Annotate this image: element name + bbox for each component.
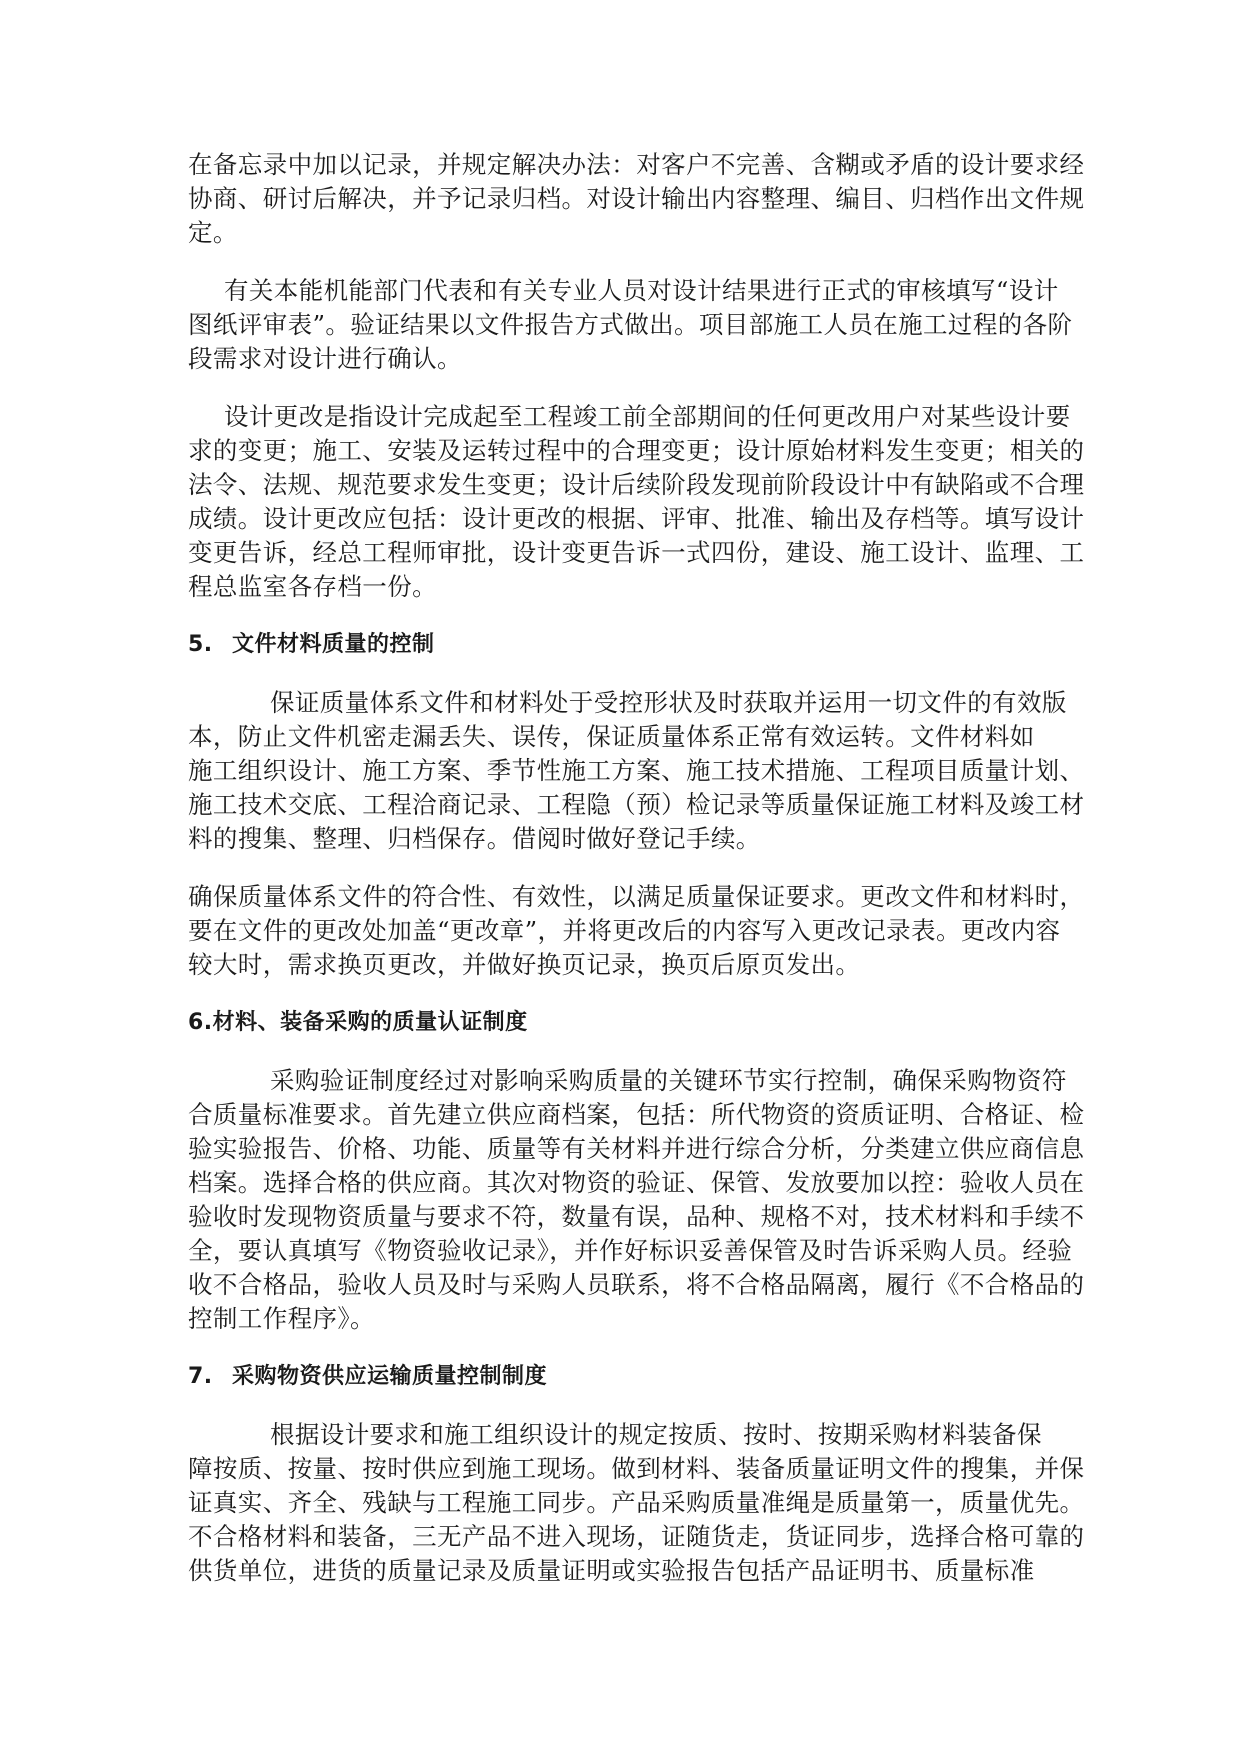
paragraph [188, 880, 1085, 982]
section-title: 文件材料质量的控制 [232, 632, 435, 657]
paragraph-line: 协商、研讨后解决，并予记录归档。对设计输出内容整理、编目、归档作出文件规 [188, 184, 1085, 213]
paragraph-gap [188, 1336, 1078, 1360]
paragraph [188, 274, 1078, 376]
paragraph-line: 本，防止文件机密走漏丢失、误传，保证质量体系正常有效运转。文件材料如 [188, 722, 1035, 751]
paragraph-gap [188, 376, 1078, 400]
paragraph-line: 要在文件的更改处加盖“更改章”，并将更改后的内容写入更改记录表。更改内容 [188, 916, 1061, 945]
paragraph-line: 定。 [188, 218, 238, 247]
paragraph-gap [188, 1394, 1078, 1418]
paragraph-line: 求的变更；施工、安装及运转过程中的合理变更；设计原始材料发生变更；相关的 [188, 436, 1085, 465]
paragraph-gap [188, 604, 1078, 628]
section-number: 6. [188, 1010, 213, 1035]
paragraph-line: 证真实、齐全、残缺与工程施工同步。产品采购质量准绳是质量第一，质量优先。 [188, 1488, 1085, 1517]
paragraph-line: 合质量标准要求。首先建立供应商档案，包括：所代物资的资质证明、合格证、检 [188, 1100, 1085, 1129]
paragraph [188, 1064, 1085, 1336]
section-title: 采购物资供应运输质量控制制度 [232, 1364, 548, 1389]
paragraph-line: 变更告诉，经总工程师审批，设计变更告诉一式四份，建设、施工设计、监理、工 [188, 538, 1085, 567]
paragraph-line: 保证质量体系文件和材料处于受控形状及时获取并运用一切文件的有效版 [270, 688, 1067, 717]
paragraph-line: 有关本能机能部门代表和有关专业人员对设计结果进行正式的审核填写“设计 [224, 276, 1059, 305]
paragraph-line: 程总监室各存档一份。 [188, 572, 437, 601]
paragraph-line: 施工组织设计、施工方案、季节性施工方案、施工技术措施、工程项目质量计划、 [188, 756, 1085, 785]
paragraph-line: 在备忘录中加以记录，并规定解决办法：对客户不完善、含糊或矛盾的设计要求经 [188, 150, 1085, 179]
paragraph [188, 148, 1085, 250]
paragraph-line: 障按质、按量、按时供应到施工现场。做到材料、装备质量证明文件的搜集，并保 [188, 1454, 1085, 1483]
paragraph-line: 采购验证制度经过对影响采购质量的关键环节实行控制，确保采购物资符 [270, 1066, 1067, 1095]
section-number: 7. [188, 1364, 213, 1389]
paragraph-line: 较大时，需求换页更改，并做好换页记录，换页后原页发出。 [188, 950, 861, 979]
paragraph-line: 根据设计要求和施工组织设计的规定按质、按时、按期采购材料装备保 [270, 1420, 1042, 1449]
paragraph [188, 1418, 1085, 1588]
paragraph-line: 施工技术交底、工程洽商记录、工程隐（预）检记录等质量保证施工材料及竣工材 [188, 790, 1085, 819]
paragraph-line: 控制工作程序》。 [188, 1304, 375, 1333]
paragraph-line: 设计更改是指设计完成起至工程竣工前全部期间的任何更改用户对某些设计要 [224, 402, 1071, 431]
paragraph-line: 料的搜集、整理、归档保存。借阅时做好登记手续。 [188, 824, 761, 853]
paragraph-line: 验收时发现物资质量与要求不符，数量有误，品种、规格不对，技术材料和手续不 [188, 1202, 1085, 1231]
paragraph-line: 法令、法规、规范要求发生变更；设计后续阶段发现前阶段设计中有缺陷或不合理 [188, 470, 1085, 499]
paragraph-line: 成绩。设计更改应包括：设计更改的根据、评审、批准、输出及存档等。填写设计 [188, 504, 1085, 533]
paragraph-line: 图纸评审表”。验证结果以文件报告方式做出。项目部施工人员在施工过程的各阶 [188, 310, 1073, 339]
document-page [188, 148, 1085, 1588]
paragraph-line: 不合格材料和装备，三无产品不进入现场，证随货走，货证同步，选择合格可靠的 [188, 1522, 1085, 1551]
paragraph [188, 686, 1085, 856]
paragraph-gap [188, 856, 1078, 880]
paragraph-gap [188, 1040, 1078, 1064]
paragraph-line: 档案。选择合格的供应商。其次对物资的验证、保管、发放要加以控：验收人员在 [188, 1168, 1085, 1197]
section-heading [188, 1360, 1078, 1394]
paragraph-line: 验实验报告、价格、功能、质量等有关材料并进行综合分析，分类建立供应商信息 [188, 1134, 1085, 1163]
paragraph-line: 段需求对设计进行确认。 [188, 344, 462, 373]
section-heading [188, 1006, 1078, 1040]
paragraph [188, 400, 1085, 604]
paragraph-line: 全，要认真填写《物资验收记录》，并作好标识妥善保管及时告诉采购人员。经验 [188, 1236, 1073, 1265]
section-number: 5. [188, 632, 213, 657]
paragraph-line: 确保质量体系文件的符合性、有效性，以满足质量保证要求。更改文件和材料时， [188, 882, 1085, 911]
paragraph-gap [188, 662, 1078, 686]
paragraph-gap [188, 982, 1078, 1006]
paragraph-line: 供货单位，进货的质量记录及质量证明或实验报告包括产品证明书、质量标准 [188, 1556, 1035, 1585]
section-heading [188, 628, 1078, 662]
paragraph-line: 收不合格品，验收人员及时与采购人员联系，将不合格品隔离，履行《不合格品的 [188, 1270, 1085, 1299]
paragraph-gap [188, 250, 1078, 274]
section-title: 材料、装备采购的质量认证制度 [212, 1010, 528, 1035]
